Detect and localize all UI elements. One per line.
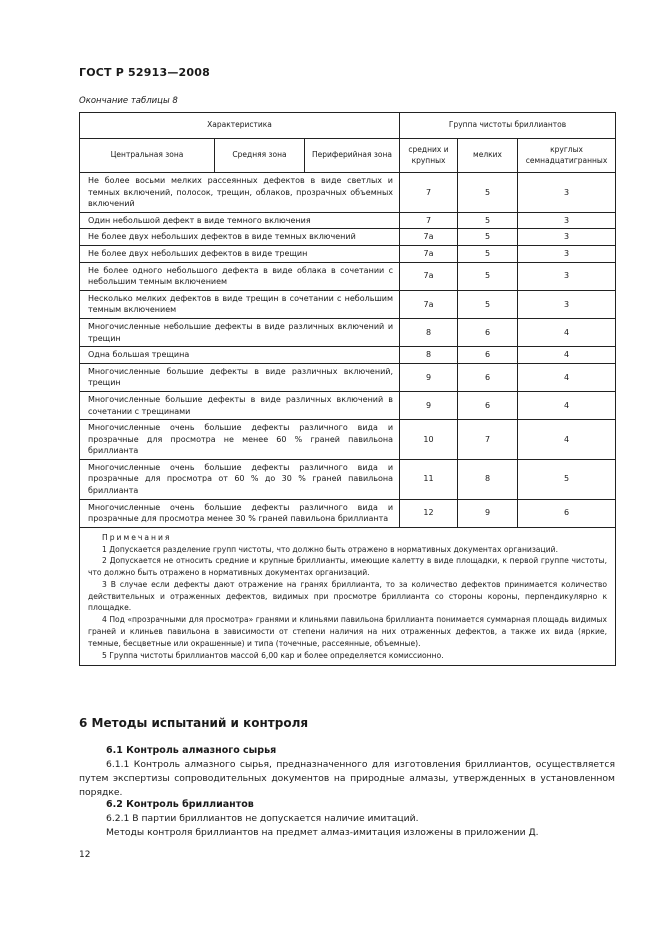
table-row: [80, 290, 616, 318]
row-group-medium-large: 8: [400, 347, 458, 364]
row-group-small: 5: [458, 245, 518, 262]
row-characteristic: Многочисленные большие дефекты в виде различных включений, трещин: [80, 363, 400, 391]
header-round-17: круглых семнадцатигранных: [518, 139, 616, 173]
page-number: 12: [79, 850, 91, 860]
section-6-2-1-text: 6.2.1 В партии бриллиантов не допускается наличие имитаций.: [106, 813, 419, 824]
header-characteristic: Характеристика: [80, 113, 400, 139]
row-characteristic: Не более одного небольшого дефекта в виде облака в сочетании с небольшим темным включением: [80, 262, 400, 290]
row-characteristic: Многочисленные небольшие дефекты в виде различных включений и трещин: [80, 318, 400, 346]
row-group-medium-large: 12: [400, 499, 458, 527]
row-group-medium-large: 7: [400, 212, 458, 229]
row-group-medium-large: 9: [400, 363, 458, 391]
header-peripheral-zone: Периферийная зона: [305, 139, 400, 173]
row-group-medium-large: 10: [400, 420, 458, 460]
row-group-round-17: 3: [518, 173, 616, 213]
section-6-2-1-methods: Методы контроля бриллиантов на предмет алмаз-имитация изложены в приложении Д.: [106, 827, 539, 838]
document-header: ГОСТ Р 52913—2008: [79, 66, 210, 79]
table-row: [80, 347, 616, 364]
row-group-small: 5: [458, 212, 518, 229]
header-central-zone: Центральная зона: [80, 139, 215, 173]
note-item: 2 Допускается не относить средние и крупные бриллианты, имеющие калетту в виде площадки, к первой группе чистоты, что должно быть отражено в нормативных документах организаций.: [88, 556, 608, 578]
row-group-small: 6: [458, 363, 518, 391]
row-characteristic: Многочисленные большие дефекты в виде различных включений в сочетании с трещинами: [80, 391, 400, 419]
section-6-1-1-text: 6.1.1 Контроль алмазного сырья, предназначенного для изготовления бриллиантов, осуществляется путем экспертизы сопроводительных документов на природные алмазы, утвержденных в установленном порядке.: [79, 759, 615, 798]
row-group-small: 7: [458, 420, 518, 460]
note-item: 3 В случае если дефекты дают отражение на гранях бриллианта, то за количество дефектов принимается количество действительных и отраженных дефектов, видимых при просмотре бриллианта со стороны короны, перпендикулярно к площадке.: [88, 579, 608, 613]
header-medium-large: средних и крупных: [400, 139, 458, 173]
row-group-medium-large: 11: [400, 459, 458, 499]
row-characteristic: Не более восьми мелких рассеянных дефектов в виде светлых и темных включений, полосок, трещин, облаков, прозрачных объемных включений: [80, 173, 400, 213]
note-item: 1 Допускается разделение групп чистоты, что должно быть отражено в нормативных документах организаций.: [102, 544, 558, 554]
section-6-title: 6 Методы испытаний и контроля: [79, 716, 309, 730]
table-row: [80, 499, 616, 527]
row-group-round-17: 5: [518, 459, 616, 499]
row-group-medium-large: 8: [400, 318, 458, 346]
header-clarity-group: Группа чистоты бриллиантов: [400, 113, 616, 139]
row-group-round-17: 4: [518, 347, 616, 364]
row-group-round-17: 6: [518, 499, 616, 527]
row-group-medium-large: 7а: [400, 290, 458, 318]
note-item: 4 Под «прозрачными для просмотра» гранями и клиньями павильона бриллианта понимается суммарная площадь видимых граней и клиньев павильона в зависимости от степени наличия на них отраженных дефектов, а также их вида (яркие, темные, бесцветные или окрашенные) и типа (точечные, рассеянные, объемные).: [88, 615, 608, 648]
table-notes: [80, 527, 616, 665]
table-row: [80, 318, 616, 346]
row-group-round-17: 4: [518, 391, 616, 419]
row-group-small: 8: [458, 459, 518, 499]
notes-title: Примечания: [102, 532, 172, 542]
row-characteristic: Одна большая трещина: [80, 347, 400, 364]
row-group-medium-large: 7а: [400, 262, 458, 290]
row-characteristic: Один небольшой дефект в виде темного включения: [80, 212, 400, 229]
section-6-1-title: 6.1 Контроль алмазного сырья: [106, 745, 277, 756]
row-group-round-17: 4: [518, 318, 616, 346]
header-small: мелких: [458, 139, 518, 173]
row-group-small: 5: [458, 290, 518, 318]
table-row: [80, 245, 616, 262]
table-row: [80, 229, 616, 246]
row-group-round-17: 4: [518, 420, 616, 460]
row-group-small: 5: [458, 173, 518, 213]
table-row: [80, 262, 616, 290]
row-group-medium-large: 9: [400, 391, 458, 419]
row-group-small: 6: [458, 347, 518, 364]
row-group-medium-large: 7: [400, 173, 458, 213]
row-group-round-17: 4: [518, 363, 616, 391]
header-middle-zone: Средняя зона: [215, 139, 305, 173]
row-characteristic: Несколько мелких дефектов в виде трещин в сочетании с небольшим темным включением: [80, 290, 400, 318]
row-group-medium-large: 7а: [400, 229, 458, 246]
table-row: [80, 173, 616, 213]
row-characteristic: Многочисленные очень большие дефекты различного вида и прозрачные для просмотра менее 30 % граней павильона бриллианта: [80, 499, 400, 527]
row-group-round-17: 3: [518, 290, 616, 318]
section-6-2-title: 6.2 Контроль бриллиантов: [106, 799, 254, 810]
row-group-small: 6: [458, 318, 518, 346]
table-row: [80, 391, 616, 419]
table-row: [80, 459, 616, 499]
row-characteristic: Не более двух небольших дефектов в виде темных включений: [80, 229, 400, 246]
row-group-small: 5: [458, 262, 518, 290]
table-row: [80, 212, 616, 229]
row-group-round-17: 3: [518, 229, 616, 246]
row-group-round-17: 3: [518, 212, 616, 229]
table-caption: Окончание таблицы 8: [79, 96, 178, 106]
row-group-small: 6: [458, 391, 518, 419]
row-characteristic: Многочисленные очень большие дефекты различного вида и прозрачные для просмотра не менее 60 % граней павильона бриллианта: [80, 420, 400, 460]
row-group-round-17: 3: [518, 245, 616, 262]
row-group-round-17: 3: [518, 262, 616, 290]
row-group-small: 5: [458, 229, 518, 246]
row-group-medium-large: 7а: [400, 245, 458, 262]
table-row: [80, 420, 616, 460]
clarity-table: [79, 112, 616, 666]
row-characteristic: Не более двух небольших дефектов в виде трещин: [80, 245, 400, 262]
note-item: 5 Группа чистоты бриллиантов массой 6,00 кар и более определяется комиссионно.: [102, 650, 444, 660]
row-group-small: 9: [458, 499, 518, 527]
table-row: [80, 363, 616, 391]
row-characteristic: Многочисленные очень большие дефекты различного вида и прозрачные для просмотра от 60 % до 30 % граней павильона бриллианта: [80, 459, 400, 499]
